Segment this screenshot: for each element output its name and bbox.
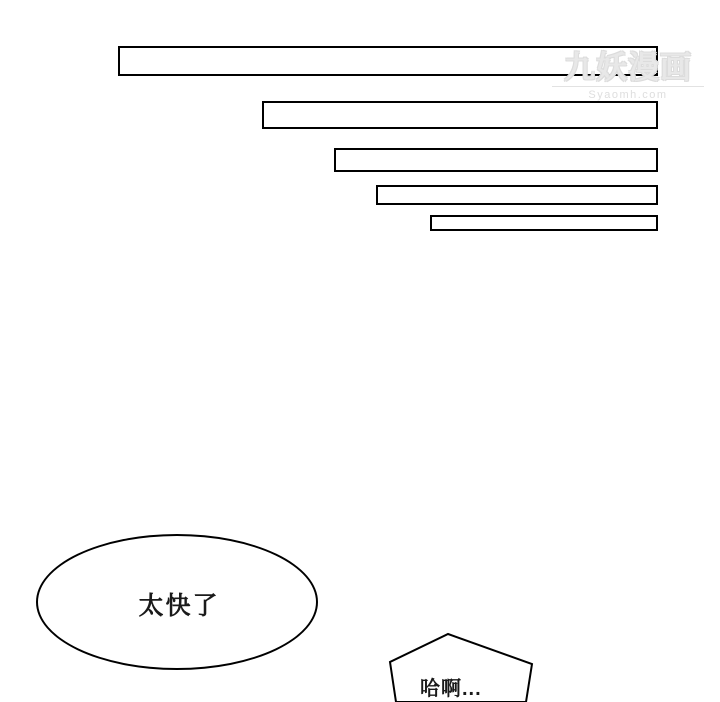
speech-bar [334, 148, 658, 172]
oval-speech-balloon [36, 534, 318, 670]
polygon-speech-balloon [386, 632, 536, 702]
watermark-url: Syaomh.com [588, 89, 668, 101]
polygon-balloon-text: 哈啊... [420, 678, 482, 700]
speech-bar [118, 46, 658, 76]
watermark-title: 九妖漫画 [564, 50, 692, 85]
speech-bar [262, 101, 658, 129]
speech-bar [430, 215, 658, 231]
oval-balloon-text: 太快了 [138, 592, 220, 620]
speech-bar [376, 185, 658, 205]
watermark-divider [552, 86, 704, 87]
